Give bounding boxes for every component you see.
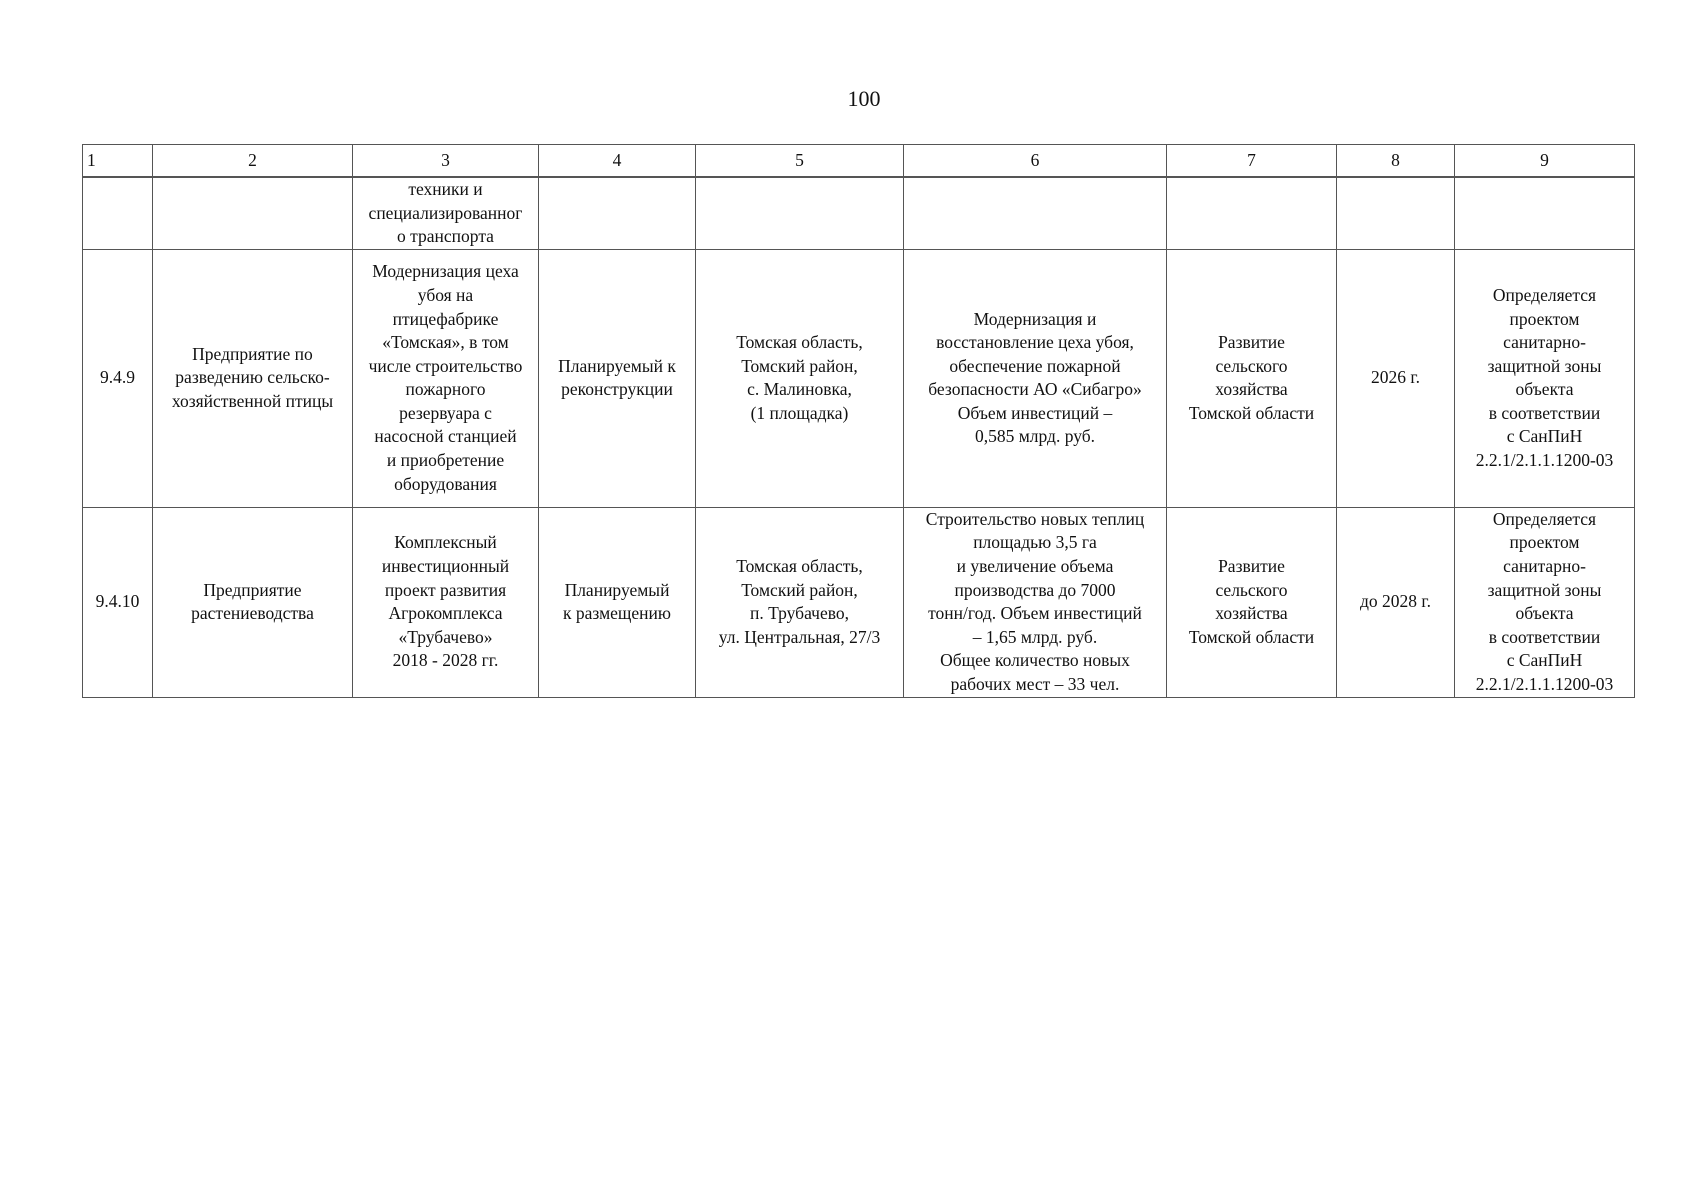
cell-line: защитной зоны xyxy=(1487,355,1602,376)
table-cell xyxy=(904,177,1167,249)
cell-line: Томской области xyxy=(1188,626,1315,647)
cell-line: 2.2.1/2.1.1.1200-03 xyxy=(1475,450,1614,471)
cell-line: 2.2.1/2.1.1.1200-03 xyxy=(1475,673,1614,694)
cell-line: 2018 - 2028 гг. xyxy=(392,650,499,671)
cell-line: сельского xyxy=(1215,355,1288,376)
cell-line: убоя на xyxy=(417,284,474,305)
object-name-cell xyxy=(353,249,539,507)
column-number: 1 xyxy=(83,145,153,178)
cell-line: «Томская», в том xyxy=(382,332,509,353)
term-cell: 2026 г. xyxy=(1337,249,1455,507)
column-number: 3 xyxy=(353,145,539,178)
cell-line: п. Трубачево, xyxy=(750,603,849,624)
cell-line: в соответствии xyxy=(1488,626,1601,647)
purpose-cell xyxy=(1167,249,1337,507)
cell-line: разведению сельско- xyxy=(175,367,330,388)
cell-line: в соответствии xyxy=(1488,402,1601,423)
cell-line: ул. Центральная, 27/3 xyxy=(718,626,881,647)
term-cell: до 2028 г. xyxy=(1337,507,1455,697)
cell-line: «Трубачево» xyxy=(398,626,493,647)
cell-line: Определяется xyxy=(1492,284,1597,305)
table-header-row xyxy=(83,145,1635,178)
cell-line: реконструкции xyxy=(561,379,673,400)
cell-line: Развитие xyxy=(1218,332,1285,353)
column-number: 4 xyxy=(539,145,696,178)
cell-line: Томская область, xyxy=(736,332,863,353)
location-cell xyxy=(696,249,904,507)
zone-cell xyxy=(1455,507,1635,697)
characteristics-cell xyxy=(904,507,1167,697)
cell-line: проект развития xyxy=(384,579,507,600)
cell-line: хозяйства xyxy=(1215,603,1288,624)
cell-line: Томский район, xyxy=(741,355,858,376)
column-number: 5 xyxy=(696,145,904,178)
row-number-cell: 9.4.10 xyxy=(83,507,153,697)
cell-line: техники и xyxy=(408,179,483,199)
cell-line: Общее количество новых xyxy=(940,650,1130,671)
cell-line: санитарно- xyxy=(1503,555,1586,576)
cell-line: резервуара с xyxy=(399,402,492,423)
cell-line: Предприятие xyxy=(203,579,302,600)
cell-line: защитной зоны xyxy=(1487,579,1602,600)
cell-line: производства до 7000 xyxy=(954,579,1116,600)
cell-line: с СанПиН xyxy=(1506,650,1583,671)
cell-line: Определяется xyxy=(1492,508,1597,529)
column-number: 8 xyxy=(1337,145,1455,178)
cell-line: Строительство новых теплиц xyxy=(925,508,1145,529)
cell-line: Развитие xyxy=(1218,555,1285,576)
cell-line: – 1,65 млрд. руб. xyxy=(972,626,1098,647)
cell-line: специализированног xyxy=(368,202,523,223)
cell-line: Томской области xyxy=(1188,402,1315,423)
cell-line: и увеличение объема xyxy=(956,555,1114,576)
cell-line: восстановление цеха убоя, xyxy=(936,332,1134,353)
cell-line: инвестиционный xyxy=(381,555,510,576)
cell-line: Агрокомплекса xyxy=(388,603,503,624)
cell-line: объекта xyxy=(1515,603,1574,624)
cell-line: Планируемый xyxy=(564,579,670,600)
cell-line: рабочих мест – 33 чел. xyxy=(950,673,1120,694)
table-row xyxy=(83,249,1635,507)
object-table xyxy=(82,144,1635,698)
cell-line: Модернизация цеха xyxy=(372,261,519,282)
cell-line: птицефабрике xyxy=(392,308,499,329)
cell-line: санитарно- xyxy=(1503,332,1586,353)
row-number-cell: 9.4.9 xyxy=(83,249,153,507)
column-number: 2 xyxy=(153,145,353,178)
cell-line: сельского xyxy=(1215,579,1288,600)
continuation-row xyxy=(83,177,1635,249)
column-number: 6 xyxy=(904,145,1167,178)
status-cell xyxy=(539,507,696,697)
cell-line: хозяйства xyxy=(1215,379,1288,400)
cell-line: 0,585 млрд. руб. xyxy=(974,426,1096,447)
column-number: 7 xyxy=(1167,145,1337,178)
cell-line: оборудования xyxy=(394,473,497,494)
characteristics-cell xyxy=(904,249,1167,507)
table-cell xyxy=(539,177,696,249)
table-cell xyxy=(1167,177,1337,249)
cell-line: хозяйственной птицы xyxy=(171,391,334,412)
cell-line: с СанПиН xyxy=(1506,426,1583,447)
cell-line: проектом xyxy=(1509,532,1580,553)
cell-line: с. Малиновка, xyxy=(747,379,852,400)
status-cell xyxy=(539,249,696,507)
cell-line: объекта xyxy=(1515,379,1574,400)
location-cell xyxy=(696,507,904,697)
cell-line: и приобретение xyxy=(386,450,505,471)
cell-line: Томская область, xyxy=(736,555,863,576)
cell-line: площадью 3,5 га xyxy=(973,532,1097,553)
table-row xyxy=(83,507,1635,697)
cell-line: Предприятие по xyxy=(192,343,313,364)
column-number: 9 xyxy=(1455,145,1635,178)
cell-line: (1 площадка) xyxy=(750,402,849,423)
cell-line: тонн/год. Объем инвестиций xyxy=(928,603,1142,624)
cell-line: безопасности АО «Сибагро» xyxy=(928,379,1142,400)
cell-line: пожарного xyxy=(405,379,486,400)
cell-line: проектом xyxy=(1509,308,1580,329)
cell-line: Томский район, xyxy=(741,579,858,600)
page-number: 100 xyxy=(847,86,881,111)
table-cell xyxy=(696,177,904,249)
table-cell xyxy=(153,177,353,249)
table-cell xyxy=(1455,177,1635,249)
purpose-cell xyxy=(1167,507,1337,697)
object-type-cell xyxy=(153,249,353,507)
cell-line: насосной станцией xyxy=(374,426,517,447)
object-name-cell xyxy=(353,507,539,697)
cell-line: Планируемый к xyxy=(558,355,676,376)
continued-name-cell xyxy=(353,177,539,249)
zone-cell xyxy=(1455,249,1635,507)
cell-line: Модернизация и xyxy=(973,308,1097,329)
cell-line: к размещению xyxy=(563,603,671,624)
table-cell xyxy=(83,177,153,249)
object-type-cell xyxy=(153,507,353,697)
table-cell xyxy=(1337,177,1455,249)
cell-line: Комплексный xyxy=(394,532,497,553)
cell-line: Объем инвестиций – xyxy=(957,402,1113,423)
cell-line: обеспечение пожарной xyxy=(949,355,1121,376)
cell-line: о транспорта xyxy=(397,226,494,247)
cell-line: растениеводства xyxy=(191,603,314,624)
cell-line: числе строительство xyxy=(368,355,523,376)
